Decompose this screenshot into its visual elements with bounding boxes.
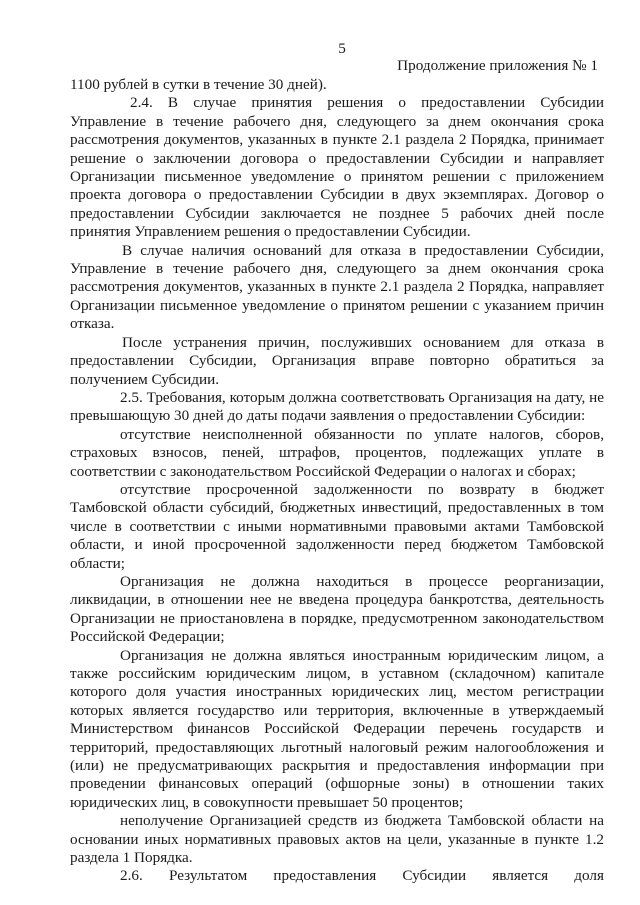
- requirement-foreign-entity: Организация не должна являться иностранным юридическим лицом, а также российским юридическим лицом, в уставном (складочном) капитале которого доля участия иностранных юридических лиц, местом регистрации которых является государство или территория, включенные в утверждаемый Министерством финансов Российской Федерации перечень государств и территорий, предоставляющих льготный налоговый режим налогообложения и (или) не предусматривающих раскрытия и предоставления информации при проведении финансовых операций (офшорные зоны) в отношении таких юридических лиц, в совокупности превышает 50 процентов;: [70, 646, 604, 811]
- document-body: [70, 76, 604, 886]
- requirement-reorganization: Организация не должна находиться в процессе реорганизации, ликвидации, в отношении нее не введена процедура банкротства, деятельность Организации не приостановлена в порядке, предусмотренном законодательством Российской Федерации;: [70, 572, 604, 646]
- page-number: 5: [338, 40, 346, 57]
- continuation-header: Продолжение приложения № 1: [397, 57, 598, 74]
- requirement-debt: отсутствие просроченной задолженности по возврату в бюджет Тамбовской области субсидий, бюджетных инвестиций, предоставленных в том числе в соответствии с иными нормативными правовыми актами Тамбовской области, и иной просроченной задолженности перед бюджетом Тамбовской области;: [70, 480, 604, 572]
- requirement-no-other-funds: неполучение Организацией средств из бюджета Тамбовской области на основании иных нормативных правовых актов на цели, указанные в пункте 1.2 раздела 1 Порядка.: [70, 812, 604, 867]
- paragraph-refusal: В случае наличия оснований для отказа в предоставлении Субсидии, Управление в течение рабочего дня, следующего за днем окончания срока рассмотрения документов, указанных в пункте 2.1 раздела 2 Порядка, направляет Организации письменное уведомление о принятом решении с указанием причин отказа.: [70, 241, 604, 333]
- paragraph-carryover: 1100 рублей в сутки в течение 30 дней).: [70, 76, 327, 93]
- paragraph-2-6: 2.6. Результатом предоставления Субсидии является доля: [120, 867, 604, 885]
- requirement-taxes: отсутствие неисполненной обязанности по уплате налогов, сборов, страховых взносов, пеней, штрафов, процентов, подлежащих уплате в соответствии с законодательством Российской Федерации о налогах и сборах;: [70, 425, 604, 480]
- paragraph-2-5: 2.5. Требования, которым должна соответствовать Организация на дату, не превышающую 30 дней до даты подачи заявления о предоставлении Субсидии:: [70, 388, 604, 425]
- paragraph-reapply: После устранения причин, послуживших основанием для отказа в предоставлении Субсидии, Организация вправе повторно обратиться за получением Субсидии.: [70, 333, 604, 388]
- paragraph-2-4: 2.4. В случае принятия решения о предоставлении Субсидии Управление в течение рабочего дня, следующего за днем окончания срока рассмотрения документов, указанных в пункте 2.1 раздела 2 Порядка, принимает решение о заключении договора о предоставлении Субсидии и направляет Организации письменное уведомление о принятом решении с приложением проекта договора о предоставлении Субсидии в двух экземплярах. Договор о предоставлении Субсидии заключается не позднее 5 рабочих дней после принятия Управлением решения о предоставлении Субсидии.: [70, 94, 604, 241]
